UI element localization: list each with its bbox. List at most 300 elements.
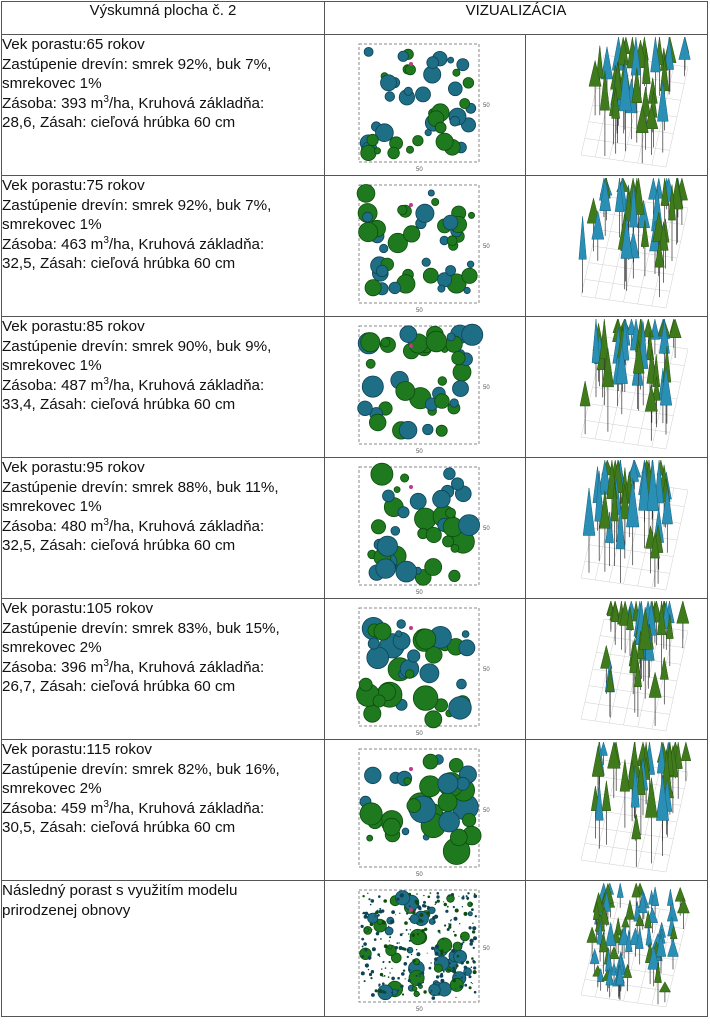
seedling-marker [378,895,381,898]
seedling-marker [428,896,431,899]
tree-crown [602,781,611,811]
axis-tick-label: 50 [416,1007,423,1013]
beech-tree-marker [359,223,378,242]
tree-crown [632,814,641,839]
stand-3d-visualization [526,176,707,316]
beech-tree-marker [369,414,386,431]
seedling-marker [377,953,380,956]
spruce-tree-marker [398,507,409,518]
stem-map-cell [325,599,526,740]
seedling-marker [388,976,390,978]
seedling-marker [450,920,451,921]
table-row [2,35,708,176]
seedling-marker [457,955,460,958]
tree-crown [625,900,634,920]
seedling-marker [466,897,469,900]
spruce-tree-marker [402,828,409,835]
beech-tree-marker [374,148,380,154]
table-row [2,599,708,740]
spruce-tree-marker [410,493,426,509]
seedling-marker [408,893,411,896]
seedling-marker [377,910,378,911]
seedling-marker [442,938,444,940]
species-share: Zastúpenie drevín: smrek 83%, buk 15%, [2,619,280,637]
seedling-marker [427,953,428,954]
spruce-tree-marker [376,559,396,579]
spruce-tree-marker [396,561,417,582]
seedling-marker [471,908,474,911]
seedling-marker [379,908,381,910]
seedling-marker [375,910,379,914]
seedling-marker [456,964,459,967]
tree-crown [620,760,630,792]
spruce-tree-marker [416,204,434,222]
seedling-marker [444,903,447,906]
spruce-tree-marker [448,82,462,96]
seedling-marker [436,945,439,948]
stand-age: Vek porastu:65 rokov [2,36,145,53]
beech-tree-marker [406,146,413,153]
seedling-marker [472,923,473,924]
seedling-marker [419,994,420,995]
stand-3d-cell [526,599,708,740]
seedling-marker [460,943,463,946]
seedling-marker [419,973,421,975]
seedling-marker [419,913,423,917]
spruce-tree-marker [453,381,469,397]
stem-map-plot [325,599,525,739]
seedling-marker [435,904,436,905]
seedling-marker [363,942,367,946]
seedling-marker [398,942,399,943]
axis-tick-label: 50 [416,872,423,878]
spruce-tree-marker [467,261,474,268]
beech-tree-marker [446,508,456,518]
seedling-marker [474,894,478,898]
basal-area-intervention: 26,7, Zásah: cieľová hrúbka 60 cm [2,678,236,695]
beech-tree-marker [412,986,417,991]
species-share: Zastúpenie drevín: smrek 92%, buk 7%, [2,55,272,73]
header-visualization: VIZUALIZÁCIA [325,2,708,35]
stem-map-plot [325,881,525,1015]
spruce-tree-marker [408,650,420,662]
spruce-tree-marker [464,287,470,293]
spruce-crown [617,883,623,898]
beech-tree-marker [371,463,393,485]
seedling-marker [441,979,442,980]
larch-tree-marker [409,626,413,630]
seedling-marker [431,947,434,950]
seedling-marker [382,921,386,925]
seedling-marker [452,970,455,973]
seedling-marker [474,991,477,994]
seedling-marker [403,970,405,972]
seedling-marker [447,906,449,908]
seedling-marker [452,979,456,983]
beech-tree-marker [388,147,400,159]
seedling-marker [463,895,465,897]
beech-tree-marker [426,331,447,352]
seedling-marker [443,901,444,902]
beech-tree-marker [374,623,391,640]
beech-tree-marker [366,359,375,368]
seedling-marker [473,936,477,940]
beech-tree-marker [451,544,459,552]
seedling-marker [470,903,473,906]
basal-area-intervention: 33,4, Zásah: cieľová hrúbka 60 cm [2,396,236,413]
beech-tree-marker [447,236,457,246]
seedling-marker [454,917,458,921]
seedling-marker [421,920,424,923]
seedling-marker [404,962,408,966]
beech-tree-marker [360,803,382,825]
seedling-marker [452,967,455,970]
seedling-marker [427,906,429,908]
seedling-marker [465,972,466,973]
spruce-tree-marker [377,536,397,556]
beech-tree-marker [367,134,378,145]
seedling-marker [411,933,415,937]
stand-3d-cell [526,458,708,599]
seedling-marker [462,906,463,907]
seedling-marker [472,983,473,984]
seedling-marker [430,962,431,963]
seedling-marker [396,942,398,944]
seedling-marker [382,982,385,985]
seedling-marker [389,940,390,941]
seedling-marker [382,961,384,963]
spruce-tree-marker [439,811,460,832]
larch-tree-marker [409,908,413,912]
seedling-marker [437,892,440,895]
seedling-marker [410,929,411,930]
spruce-tree-marker [425,129,431,135]
seedling-marker [464,912,468,916]
spruce-tree-marker [362,376,383,397]
spruce-tree-marker [428,190,434,196]
seedling-marker [455,988,456,989]
stem-map-plot [325,317,525,457]
tree-crown [659,982,670,992]
axis-tick-label: 50 [483,808,490,814]
beech-tree-marker [425,711,442,728]
spruce-tree-marker [457,59,469,71]
spruce-tree-marker [449,697,472,720]
spruce-tree-marker [398,51,408,61]
seedling-marker [438,930,441,933]
spruce-crown [646,925,652,945]
beech-tree-marker [365,280,381,296]
spruce-tree-marker [427,57,439,69]
seedling-marker [388,926,389,927]
seedling-marker [371,929,372,930]
seedling-marker [389,972,390,973]
seedling-marker [409,918,411,920]
seedling-marker [379,956,380,957]
seedling-marker [407,949,409,951]
seedling-marker [391,977,395,981]
axis-tick-label: 50 [483,667,490,673]
beech-tree-marker [367,835,373,841]
spruce-tree-marker [457,679,467,689]
spruce-tree-marker [397,620,406,629]
stand-description [2,599,325,740]
seedling-marker [429,967,432,970]
spruce-tree-marker [389,282,401,294]
seedling-marker [469,986,472,989]
table-header-row [2,2,708,35]
seedling-marker [430,992,431,993]
spruce-tree-marker [444,468,456,480]
seedling-marker [454,934,457,937]
spruce-crown [679,37,691,60]
seedling-marker [435,952,439,956]
stand-3d-visualization [526,599,707,739]
seedling-marker [391,910,395,914]
seedling-marker [426,912,429,915]
seedling-marker [422,904,425,907]
seedling-marker [375,989,378,992]
spruce-crown [583,488,595,536]
seedling-marker [430,892,432,894]
seedling-marker [376,932,380,936]
regeneration-line-2: prirodzenej obnovy [2,901,131,919]
seedling-marker [391,968,392,969]
table-row [2,740,708,881]
seedling-marker [443,971,445,973]
axis-tick-label: 50 [416,308,423,314]
basal-area-intervention: 28,6, Zásah: cieľová hrúbka 60 cm [2,114,236,131]
beech-tree-marker [460,99,470,109]
seedling-marker [372,947,376,951]
spruce-tree-marker [462,324,483,345]
beech-tree-marker [432,198,439,205]
seedling-marker [400,893,404,897]
seedling-marker [407,956,409,958]
species-share-cont: smrekovec 1% [2,498,102,515]
beech-tree-marker [404,226,420,242]
seedling-marker [458,896,459,897]
stem-map-cell [325,317,526,458]
seedling-marker [465,977,466,978]
seedling-marker [417,983,421,987]
species-share: Zastúpenie drevín: smrek 92%, buk 7%, [2,196,272,214]
seedling-marker [448,926,451,929]
seedling-marker [370,922,374,926]
beech-tree-marker [437,938,452,953]
seedling-marker [384,975,386,977]
beech-tree-marker [435,394,450,409]
axis-tick-label: 50 [483,526,490,532]
axis-tick-label: 50 [416,167,423,173]
spruce-tree-marker [451,478,463,490]
stand-3d-visualization [526,881,707,1015]
spruce-tree-marker [450,399,458,407]
beech-tree-marker [404,778,411,785]
seedling-marker [412,959,415,962]
stand-description [2,35,325,176]
seedling-marker [423,901,426,904]
spruce-tree-marker [385,927,393,935]
spruce-tree-marker [420,664,439,683]
tree-crown [669,319,681,338]
beech-tree-marker [383,818,400,835]
seedling-marker [369,958,371,960]
spruce-tree-marker [400,326,417,343]
spruce-tree-marker [364,47,373,56]
axis-tick-label: 50 [483,103,490,109]
seedling-marker [434,957,438,961]
seedling-marker [381,968,382,969]
seedling-marker [363,912,366,915]
stock-volume: Zásoba: 463 $m^3/ha$, Kruhová základňa: [2,234,265,253]
seedling-marker [440,949,444,953]
seedling-marker [369,973,372,976]
seedling-marker [409,940,411,942]
seedling-marker [377,914,380,917]
stand-age: Vek porastu:105 rokov [2,600,154,617]
spruce-tree-marker [399,421,417,439]
stand-3d-cell [526,317,708,458]
seedling-marker [374,916,375,917]
seedling-marker [364,915,368,919]
spruce-tree-marker [416,87,431,102]
seedling-marker [475,915,477,917]
beech-tree-marker [377,919,382,924]
seedling-marker [421,929,425,933]
seedling-marker [473,970,477,974]
beech-tree-marker [435,122,446,133]
seedling-marker [368,969,369,970]
seedling-marker [380,973,383,976]
seedling-marker [460,985,463,988]
tree-crown [681,742,691,761]
axis-tick-label: 50 [483,244,490,250]
axis-tick-label: 50 [416,449,423,455]
seedling-marker [362,895,364,897]
seedling-marker [436,895,439,898]
seedling-marker [399,913,400,914]
beech-tree-marker [425,559,442,576]
seedling-marker [406,929,408,931]
species-share-cont: smrekovec 1% [2,216,102,233]
stem-map-cell [325,35,526,176]
beech-tree-marker [420,776,441,797]
seedling-marker [416,975,418,977]
tree-crown [580,381,590,406]
seedling-marker [391,992,393,994]
larch-tree-marker [409,767,413,771]
stem-map-cell [325,740,526,881]
seedling-marker [362,946,364,948]
spruce-crown [579,216,587,259]
seedling-marker [370,904,372,906]
stand-age: Vek porastu:85 rokov [2,318,145,335]
beech-tree-marker [438,377,447,386]
seedling-marker [365,963,369,967]
table-row [2,458,708,599]
axis-tick-label: 50 [483,946,490,952]
spruce-tree-marker [438,285,445,292]
seedling-marker [399,946,403,950]
seedling-marker [379,910,383,914]
seedling-marker [451,893,454,896]
stem-map-cell [325,458,526,599]
seedling-marker [461,936,462,937]
seedling-marker [397,977,400,980]
spruce-tree-marker [423,424,433,434]
axis-tick-label: 50 [483,385,490,391]
seedling-marker [417,924,418,925]
stem-map-cell [325,176,526,317]
regeneration-line-1: Následný porast s využitím modelu [2,882,238,899]
basal-area-intervention: 30,5, Zásah: cieľová hrúbka 60 cm [2,819,236,836]
stock-volume: Zásoba: 459 $m^3/ha$, Kruhová základňa: [2,798,265,817]
beech-tree-marker [396,382,415,401]
spruce-crown [590,949,599,964]
seedling-marker [418,907,421,910]
seedling-marker [408,979,411,982]
beech-tree-marker [453,69,460,76]
stand-description [2,740,325,881]
seedling-marker [364,980,366,982]
seedling-marker [370,977,372,979]
seedling-marker [361,971,365,975]
seedling-marker [408,969,410,971]
seedling-marker [378,985,379,986]
spruce-tree-marker [385,92,395,102]
seedling-marker [464,966,468,970]
seedling-marker [378,990,379,991]
spruce-tree-marker [443,215,458,230]
axis-tick-label: 50 [416,731,423,737]
species-share-cont: smrekovec 2% [2,639,102,656]
beech-tree-marker [364,705,381,722]
stand-3d-visualization [526,317,707,457]
spruce-tree-marker [422,258,430,266]
stand-3d-cell [526,881,708,1017]
beech-tree-marker [394,487,400,493]
seedling-marker [404,921,408,925]
seedling-marker [461,977,463,979]
beech-tree-marker [405,670,414,679]
seedling-marker [472,927,473,928]
seedling-marker [423,990,426,993]
seedling-marker [402,993,404,995]
seedling-marker [451,949,455,953]
seedling-marker [472,960,475,963]
seedling-marker [473,947,475,949]
seedling-marker [408,933,410,935]
seedling-marker [450,949,451,950]
tree-crown [677,601,689,623]
seedling-marker [469,942,473,946]
stand-age: Vek porastu:75 rokov [2,177,145,194]
seedling-marker [466,895,468,897]
larch-tree-marker [409,344,413,348]
species-share: Zastúpenie drevín: smrek 82%, buk 16%, [2,760,280,778]
stand-3d-cell [526,35,708,176]
seedling-marker [440,974,444,978]
seedling-marker [395,946,398,949]
seedling-marker [382,976,383,977]
seedling-marker [361,955,364,958]
seedling-marker [464,984,467,987]
seedling-marker [453,931,455,933]
spruce-tree-marker [396,631,402,637]
seedling-marker [471,957,474,960]
beech-tree-marker [361,333,380,352]
